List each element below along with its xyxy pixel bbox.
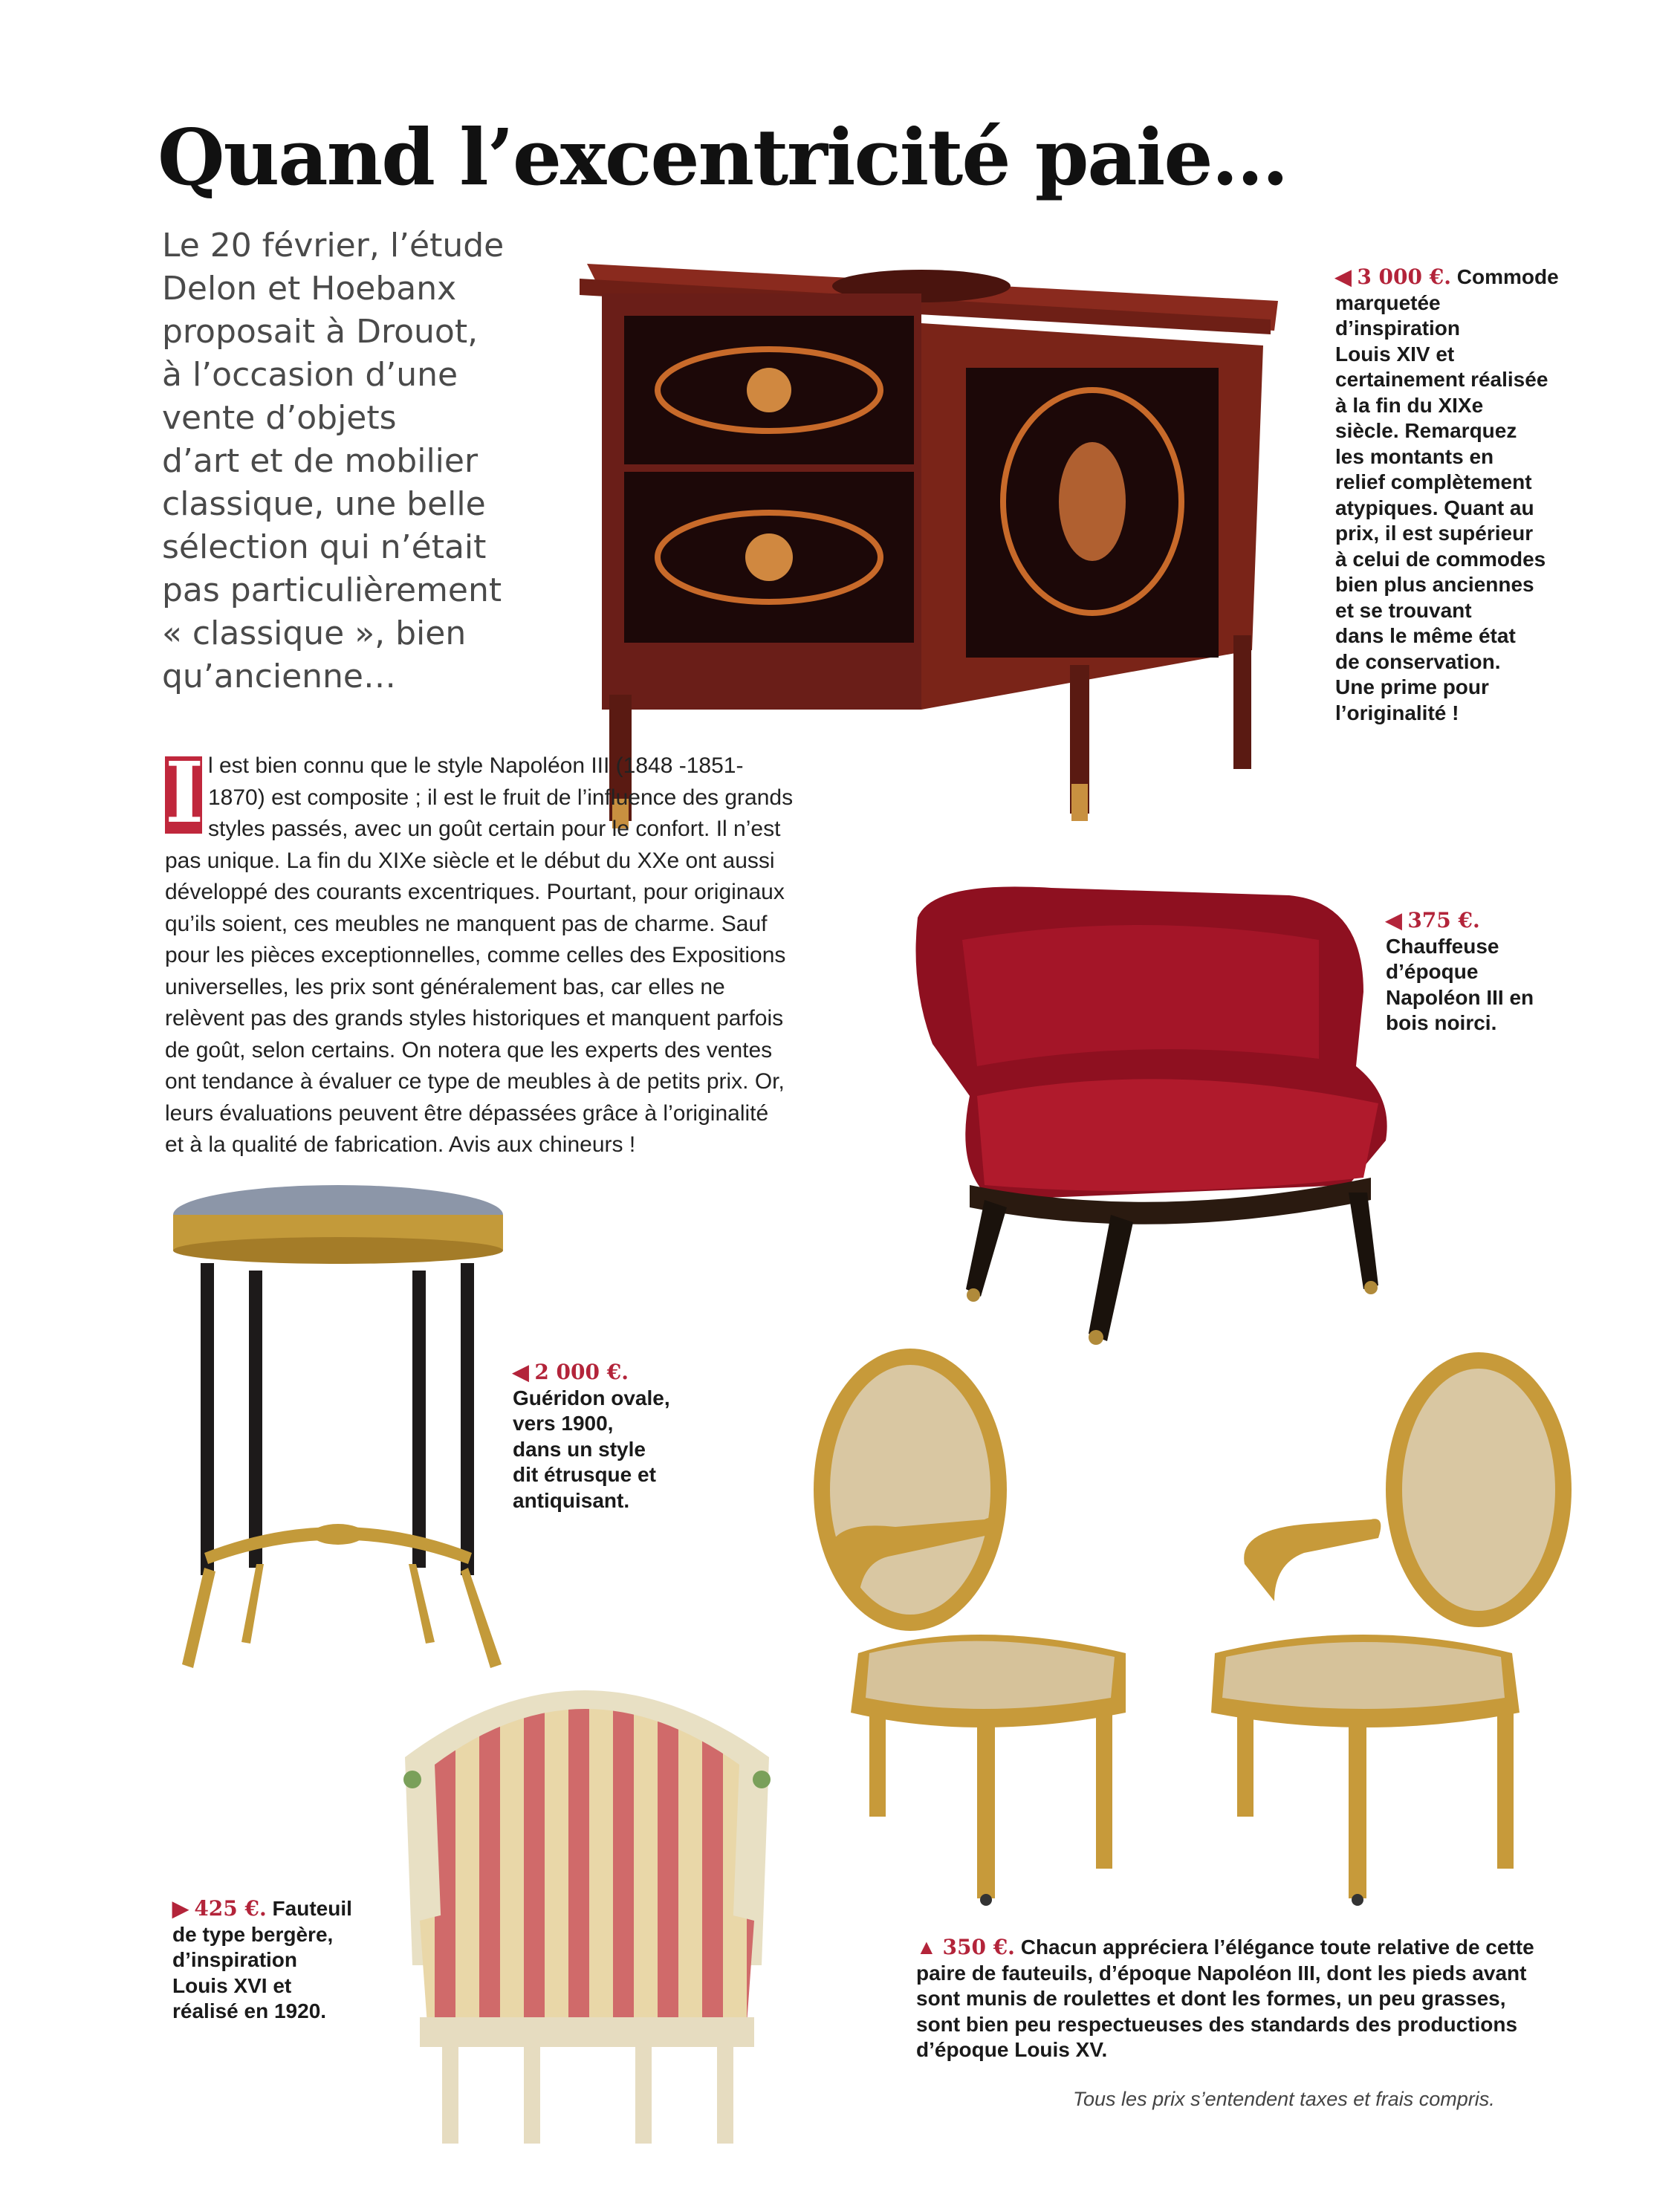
body-line: pas unique. La fin du XIXe siècle et le début du XXe ont aussi <box>165 848 775 873</box>
gueridon-caption <box>513 1360 670 1513</box>
caption-line: bois noirci. <box>1386 1011 1497 1034</box>
caption-line: dit étrusque et <box>513 1463 656 1486</box>
intro-line: vente d’objets <box>162 399 397 437</box>
caption-line: vers 1900, <box>513 1412 614 1435</box>
body-line: développé des courants excentriques. Pourtant, pour originaux <box>165 880 785 904</box>
price-label: 375 €. <box>1407 908 1480 932</box>
body-line: relèvent pas des grands styles historiques et manquent parfois <box>165 1006 784 1031</box>
caption-line: réalisé en 1920. <box>172 1999 327 2022</box>
drop-cap-letter: I <box>165 744 204 842</box>
commode-photo <box>580 249 1285 828</box>
left-arrow-icon: ◀ <box>1335 265 1352 288</box>
left-arrow-icon: ◀ <box>1386 909 1402 932</box>
fauteuils-caption <box>916 1935 1534 2063</box>
caption-line: sont munis de roulettes et dont les formes, un peu grasses, <box>916 1987 1506 2010</box>
caption-line: à celui de commodes <box>1335 547 1546 571</box>
price-label: 3 000 €. <box>1357 265 1451 289</box>
body-line: qu’ils soient, ces meubles ne manquent pas de charme. Sauf <box>165 911 768 936</box>
caption-line: à la fin du XIXe <box>1335 393 1484 417</box>
caption-line: d’époque <box>1386 960 1479 983</box>
bergere-photo <box>390 1638 784 2151</box>
chauffeuse-caption <box>1386 908 1534 1036</box>
body-line: universelles, les prix sont généralement bas, car elles ne <box>165 974 725 999</box>
fauteuils-pair-photo <box>799 1341 1579 1921</box>
left-arrow-icon: ◀ <box>513 1360 529 1383</box>
caption-line: siècle. Remarquez <box>1335 419 1517 442</box>
caption-line: Une prime pour <box>1335 675 1489 698</box>
body-line: 1870) est composite ; il est le fruit de l’influence des grands <box>208 785 794 810</box>
caption-line: prix, il est supérieur <box>1335 522 1534 545</box>
caption-line: Louis XVI et <box>172 1973 292 1997</box>
price-footnote: Tous les prix s’entendent taxes et frais compris. <box>1073 2088 1495 2110</box>
price-label: 2 000 €. <box>534 1360 629 1384</box>
commode-caption <box>1335 265 1559 726</box>
caption-line: bien plus anciennes <box>1335 573 1534 596</box>
price-label: 350 €. <box>942 1935 1015 1959</box>
caption-line: Napoléon III en <box>1386 985 1534 1009</box>
intro-line: Le 20 février, l’étude <box>162 227 505 265</box>
caption-line: relief complètement <box>1335 470 1532 493</box>
body-line: styles passés, avec un goût certain pour le confort. Il n’est <box>208 817 781 841</box>
intro-line: pas particulièrement <box>162 571 502 609</box>
caption-line: Chauffeuse <box>1386 934 1499 958</box>
bergere-caption <box>172 1896 352 2025</box>
body-line: l est bien connu que le style Napoléon III (1848 -1851- <box>208 753 744 778</box>
article-body <box>165 744 878 1161</box>
intro-line: à l’occasion d’une <box>162 356 458 394</box>
body-line: pour les pièces exceptionnelles, comme celles des Expositions <box>165 943 786 967</box>
intro-line: « classique », bien <box>162 614 467 652</box>
caption-line: Louis XIV et <box>1335 342 1455 366</box>
right-arrow-icon: ▶ <box>172 1897 189 1920</box>
body-line: de goût, selon certains. On notera que les experts des ventes <box>165 1037 773 1062</box>
intro-line: proposait à Drouot, <box>162 313 479 351</box>
caption-line: Fauteuil <box>272 1897 352 1920</box>
caption-line: certainement réalisée <box>1335 368 1548 391</box>
intro-standfirst <box>162 224 563 698</box>
price-label: 425 €. <box>194 1896 267 1921</box>
body-line: et à la qualité de fabrication. Avis aux chineurs ! <box>165 1132 636 1157</box>
caption-line: Guéridon ovale, <box>513 1386 670 1409</box>
intro-line: classique, une belle <box>162 485 486 523</box>
caption-line: marquetée <box>1335 291 1441 314</box>
intro-line: d’art et de mobilier <box>162 442 479 480</box>
caption-line: l’originalité ! <box>1335 701 1459 724</box>
intro-line: qu’ancienne… <box>162 658 396 695</box>
caption-line: antiquisant. <box>513 1488 630 1512</box>
body-line: ont tendance à évaluer ce type de meubles à de petits prix. Or, <box>165 1069 785 1094</box>
caption-line: Chacun appréciera l’élégance toute relative de cette <box>1020 1936 1534 1959</box>
intro-line: Delon et Hoebanx <box>162 270 457 308</box>
page-title: Quand l’excentricité paie… <box>158 111 1288 203</box>
caption-line: dans un style <box>513 1437 646 1461</box>
body-line: leurs évaluations peuvent être dépassées grâce à l’originalité <box>165 1100 769 1126</box>
intro-line: sélection qui n’était <box>162 528 487 566</box>
caption-line: atypiques. Quant au <box>1335 496 1534 519</box>
gueridon-photo <box>167 1181 516 1687</box>
chauffeuse-photo <box>903 873 1408 1363</box>
caption-line: d’époque Louis XV. <box>916 2038 1108 2061</box>
caption-line: d’inspiration <box>172 1948 297 1971</box>
caption-line: et se trouvant <box>1335 598 1472 622</box>
caption-line: Commode <box>1456 265 1559 288</box>
caption-line: sont bien peu respectueuses des standards des productions <box>916 2012 1518 2036</box>
caption-line: de conservation. <box>1335 649 1501 673</box>
caption-line: les montants en <box>1335 444 1494 468</box>
caption-line: dans le même état <box>1335 624 1516 647</box>
caption-line: de type bergère, <box>172 1922 334 1946</box>
caption-line: d’inspiration <box>1335 317 1460 340</box>
up-arrow-icon: ▲ <box>916 1936 937 1959</box>
caption-line: paire de fauteuils, d’époque Napoléon III, dont les pieds avant <box>916 1961 1527 1985</box>
